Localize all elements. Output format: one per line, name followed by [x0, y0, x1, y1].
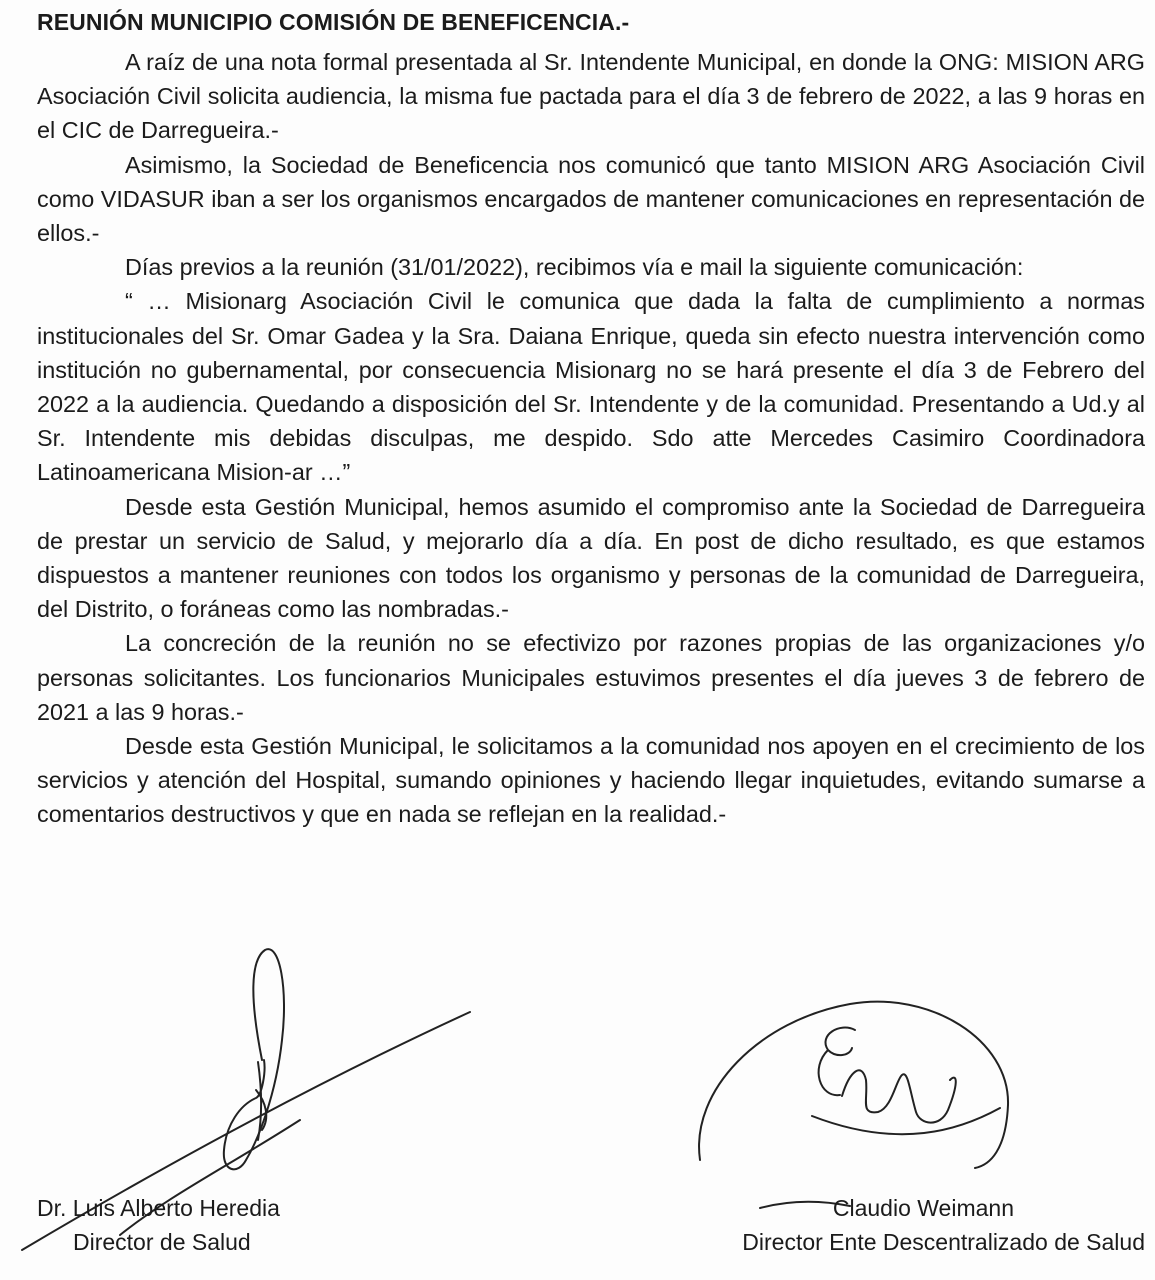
left-signature-loop [224, 949, 284, 1169]
paragraph-quoted-email: “ … Misionarg Asociación Civil le comunica que dada la falta de cumplimiento a normas institucionales del Sr. Omar Gadea y la Sra. Daiana Enrique, queda sin efecto nuestra intervención como institución no gubernamental, por consecuencia Misionarg no se hará presente el día 3 de Febrero del 2022 a la audiencia. Quedando a disposición del Sr. Intendente y de la comunidad. Presentando a Ud.y al Sr. Intendente mis debidas disculpas, me despido. Sdo atte Mercedes Casimiro Coordinadora Latinoamericana Mision-ar …” [37, 288, 1145, 486]
paragraph-gestion-compromiso: Desde esta Gestión Municipal, hemos asumido el compromiso ante la Sociedad de Darregueira de prestar un servicio de Salud, y mejorarlo día a día. En post de dicho resultado, es que estamos dispuestos a mantener reuniones con todos los organismo y personas de la comunidad de Darregueira, del Distrito, o foráneas como las nombradas.- [37, 493, 1145, 623]
left-signature-stroke [256, 1062, 266, 1140]
document-title: REUNIÓN MUNICIPIO COMISIÓN DE BENEFICENCIA.- [37, 9, 630, 35]
right-signatory-role: Director Ente Descentralizado de Salud [742, 1229, 1145, 1255]
paragraph-audiencia: A raíz de una nota formal presentada al Sr. Intendente Municipal, en donde la ONG: MISION ARG Asociación Civil solicita audiencia, la misma fue pactada para el día 3 de febrero de 2022, a las 9 horas en el CIC de Darregueira.- [37, 49, 1145, 144]
right-signature-dome [699, 1002, 1008, 1168]
right-signatory-name: Claudio Weimann [832, 1195, 1014, 1221]
paragraph-concrecion-reunion: La concreción de la reunión no se efectivizo por razones propias de las organizaciones y/o personas solicitantes. Los funcionarios Municipales estuvimos presentes el día jueves 3 de febrero de 2021 a las 9 horas.- [37, 630, 1145, 725]
right-signature-block [742, 1191, 1145, 1259]
document-body [37, 45, 1145, 832]
left-signature-block [37, 1191, 280, 1259]
right-signature-e [819, 1028, 855, 1096]
paragraph-solicitud-comunidad: Desde esta Gestión Municipal, le solicitamos a la comunidad nos apoyen en el crecimiento de los servicios y atención del Hospital, sumando opiniones y haciendo llegar inquietudes, evitando sumarse a comentarios destructivos y que en nada se reflejan en la realidad.- [37, 733, 1145, 828]
paragraph-dias-previos: Días previos a la reunión (31/01/2022), recibimos vía e mail la siguiente comunicación: [125, 254, 1024, 281]
left-signatory-role: Director de Salud [73, 1229, 251, 1255]
paragraph-sociedad-beneficencia: Asimismo, la Sociedad de Beneficencia nos comunicó que tanto MISION ARG Asociación Civil como VIDASUR iban a ser los organismos encargados de mantener comunicaciones en representación de ellos.- [37, 151, 1145, 247]
left-signatory-name: Dr. Luis Alberto Heredia [37, 1195, 280, 1221]
right-signature-ll [842, 1070, 956, 1122]
